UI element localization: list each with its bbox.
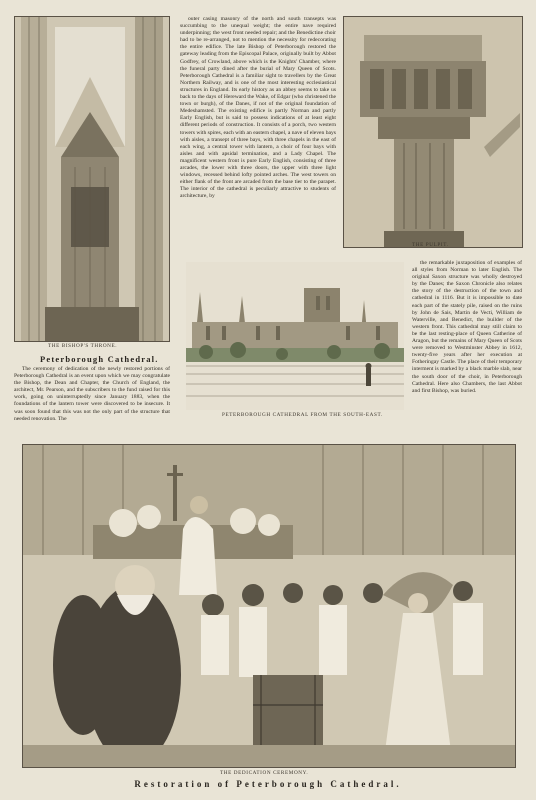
- dedication-ceremony-engraving: [22, 444, 516, 768]
- pulpit-caption: THE PULPIT.: [412, 242, 449, 248]
- article-column-1: [14, 366, 170, 428]
- article-paragraph: The ceremony of dedication of the newly restored portions of Peterborough Cathedral is an event upon which we may congratulate the Bishop, the Dean and Chapter, the Church of England, the architect, Mr. Pearson, and the subscribers to the fund raised for this work, going on uninterruptedly since January 1883, when the foundations of the lantern tower were discovered to be insecure. It was soon found that this was not the only part of the structure that needed renovation. The: [14, 366, 170, 422]
- article-paragraph: outer casing masonry of the north and south transepts was succumbing to the unequal weight; the entire nave required underpinning; the west front needed repair; and the Benedictine choir had to be re-arranged, not to mention the necessity for redecorating the entire edifice. The late Bishop of Peterborough restored the gateway leading from the Episcopal Palace, originally built by Abbot Godfrey, of Crowland, above which is the Knights' Chamber, where the funeral party dined after the burial of Mary Queen of Scots. Peterborough Cathedral is a familiar sight to travellers by the Great Northern Railway, and is one of the most interesting ecclesiastical structures in England. Its early history as an abbey seems to take us back to the days of Hereward the Wake, of Edgar (who christened the town or burgh), of the Danes, if not of the original foundation of Medeshamsted. The existing edifice is partly Norman and partly Early English, but is said to possess indications of at least eight different periods of construction. It consists of a porch, two western towers with spires, each with an eastern chapel, a nave of eleven bays with aisles, a transept of three bays, with three chapels in the east of each wing, a central tower with lantern, a choir of four bays with aisles and with apsidal termination, and a Lady Chapel. The magnificent western front is pure Early English, consisting of three arcades, the lower with three doors, the upper with three light windows, recessed behind lofty pointed arches. The west towers on either flank of the front are arcaded from the base tier to the parapet. The interior of the cathedral is peculiarly attractive to students of architecture, by: [180, 16, 336, 200]
- south-east-view-engraving: [186, 262, 404, 410]
- south-east-caption: PETERBOROUGH CATHEDRAL FROM THE SOUTH-EAST.: [222, 412, 383, 418]
- article-column-2: [180, 16, 336, 256]
- pulpit-engraving: [343, 16, 523, 248]
- bishops-throne-caption: THE BISHOP'S THRONE.: [48, 343, 118, 349]
- page-title: Restoration of Peterborough Cathedral.: [134, 779, 402, 789]
- bishops-throne-engraving: [14, 16, 170, 342]
- article-heading: Peterborough Cathedral.: [40, 354, 159, 364]
- article-paragraph: the remarkable juxtaposition of examples of all styles from Norman to later English. The original Saxon structure was wholly destroyed by the Danes; the Saxon Chronicle also relates the story of the destruction of the town and cathedral in 1116. But it is impossible to date each part of the stately pile, raised on the ruins by John de Sais, Martin de Vecti, William de Waterville, and Benedict, the builder of the western front. This cathedral may still claim to be the last resting-place of Queen Catherine of Aragon, but the remains of Mary Queen of Scots were removed to Westminster Abbey in 1612, twenty-five years after her execution at Fotheringay Castle. The place of their temporary interment is marked by a black marble slab, near the south door of the choir, in Peterborough Cathedral. Here also Chambers, the last Abbot and first Bishop, was buried.: [412, 260, 522, 394]
- dedication-ceremony-caption: THE DEDICATION CEREMONY.: [220, 770, 309, 776]
- article-column-3: [412, 260, 522, 428]
